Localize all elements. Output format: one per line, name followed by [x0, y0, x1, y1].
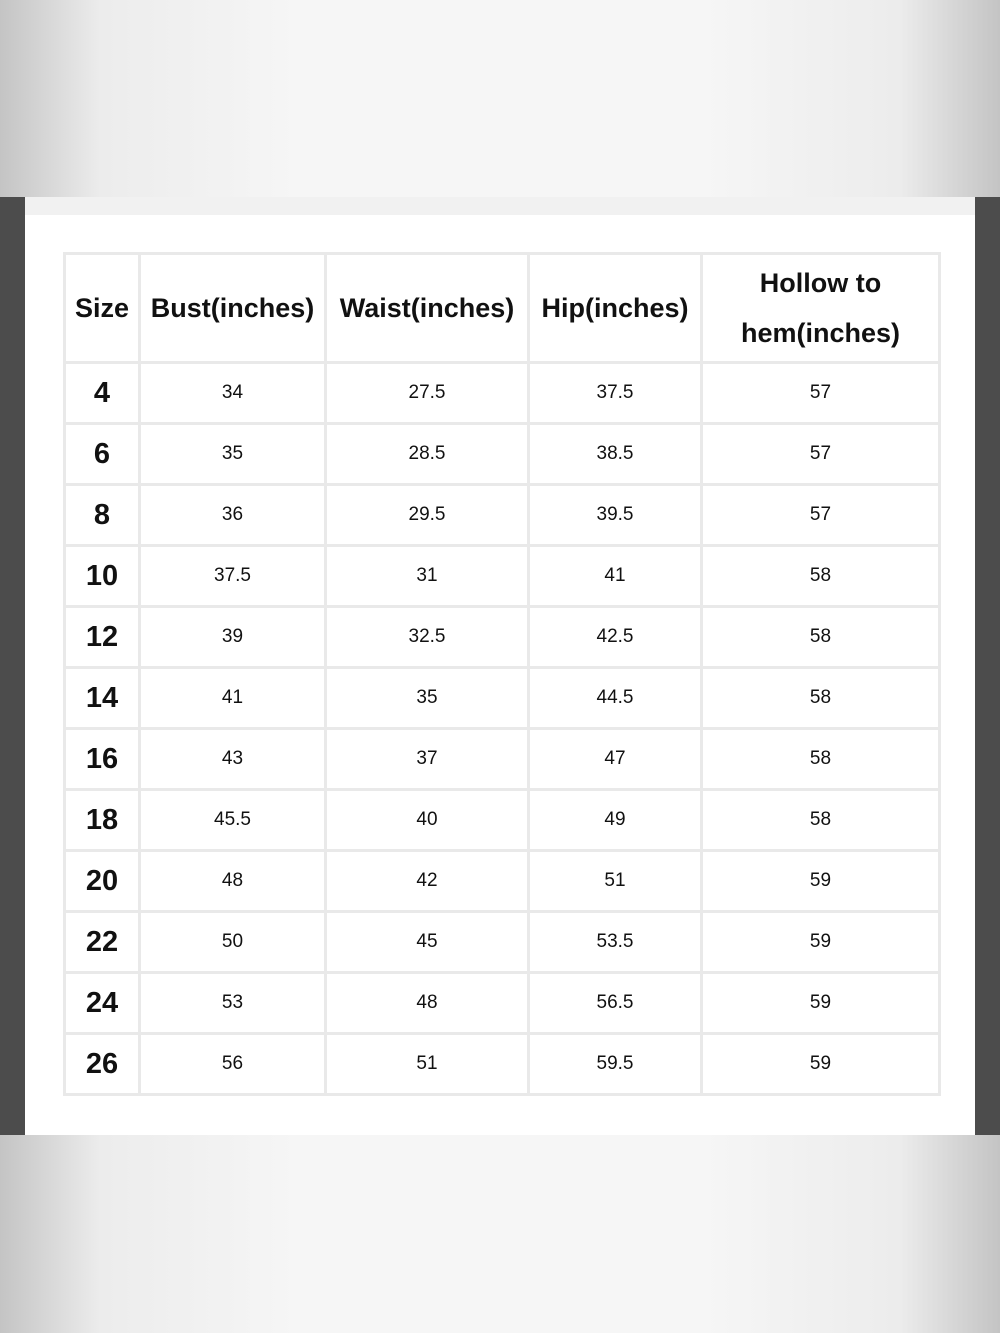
bust-cell: 56 [140, 1034, 326, 1095]
waist-cell: 40 [326, 790, 529, 851]
size-cell: 24 [65, 973, 140, 1034]
hip-cell: 39.5 [529, 485, 702, 546]
hollow-to-hem-cell: 58 [702, 790, 940, 851]
table-row [65, 607, 940, 668]
background-top [0, 0, 1000, 197]
bust-cell: 41 [140, 668, 326, 729]
table-row [65, 1034, 940, 1095]
size-cell: 12 [65, 607, 140, 668]
hollow-to-hem-cell: 57 [702, 424, 940, 485]
hollow-to-hem-cell: 59 [702, 912, 940, 973]
bust-cell: 36 [140, 485, 326, 546]
hollow-to-hem-cell: 59 [702, 973, 940, 1034]
size-cell: 8 [65, 485, 140, 546]
size-cell: 6 [65, 424, 140, 485]
hip-cell: 42.5 [529, 607, 702, 668]
hollow-to-hem-cell: 59 [702, 1034, 940, 1095]
table-row [65, 546, 940, 607]
hollow-to-hem-cell: 57 [702, 485, 940, 546]
hip-cell: 47 [529, 729, 702, 790]
table-row [65, 973, 940, 1034]
left-border [0, 197, 25, 1135]
waist-cell: 32.5 [326, 607, 529, 668]
hollow-to-hem-cell: 59 [702, 851, 940, 912]
header-waist: Waist(inches) [326, 254, 529, 363]
size-cell: 18 [65, 790, 140, 851]
hollow-to-hem-cell: 58 [702, 729, 940, 790]
size-cell: 20 [65, 851, 140, 912]
size-cell: 22 [65, 912, 140, 973]
background-bottom [0, 1135, 1000, 1333]
table-body [65, 363, 940, 1095]
hip-cell: 44.5 [529, 668, 702, 729]
table-row [65, 912, 940, 973]
waist-cell: 29.5 [326, 485, 529, 546]
header-hollow-to-hem: Hollow to hem(inches) [702, 254, 940, 363]
table-header-row [65, 254, 940, 363]
waist-cell: 37 [326, 729, 529, 790]
waist-cell: 51 [326, 1034, 529, 1095]
bust-cell: 39 [140, 607, 326, 668]
table-row [65, 363, 940, 424]
panel-top-strip [25, 197, 975, 215]
hollow-to-hem-cell: 58 [702, 546, 940, 607]
table-row [65, 668, 940, 729]
hollow-to-hem-cell: 58 [702, 668, 940, 729]
hip-cell: 49 [529, 790, 702, 851]
size-chart-panel [25, 197, 975, 1135]
bust-cell: 48 [140, 851, 326, 912]
bust-cell: 50 [140, 912, 326, 973]
header-hip: Hip(inches) [529, 254, 702, 363]
waist-cell: 28.5 [326, 424, 529, 485]
table-row [65, 790, 940, 851]
size-chart-table [63, 252, 941, 1096]
hip-cell: 53.5 [529, 912, 702, 973]
hip-cell: 59.5 [529, 1034, 702, 1095]
size-cell: 10 [65, 546, 140, 607]
waist-cell: 35 [326, 668, 529, 729]
right-border [975, 197, 1000, 1135]
header-size: Size [65, 254, 140, 363]
waist-cell: 42 [326, 851, 529, 912]
hip-cell: 38.5 [529, 424, 702, 485]
header-bust: Bust(inches) [140, 254, 326, 363]
hollow-to-hem-cell: 58 [702, 607, 940, 668]
bust-cell: 34 [140, 363, 326, 424]
hip-cell: 51 [529, 851, 702, 912]
table-row [65, 729, 940, 790]
hip-cell: 56.5 [529, 973, 702, 1034]
bust-cell: 35 [140, 424, 326, 485]
table-row [65, 485, 940, 546]
size-cell: 16 [65, 729, 140, 790]
bust-cell: 37.5 [140, 546, 326, 607]
hip-cell: 37.5 [529, 363, 702, 424]
hip-cell: 41 [529, 546, 702, 607]
size-cell: 14 [65, 668, 140, 729]
waist-cell: 48 [326, 973, 529, 1034]
size-cell: 4 [65, 363, 140, 424]
waist-cell: 31 [326, 546, 529, 607]
bust-cell: 45.5 [140, 790, 326, 851]
table-row [65, 424, 940, 485]
hollow-to-hem-cell: 57 [702, 363, 940, 424]
size-cell: 26 [65, 1034, 140, 1095]
waist-cell: 27.5 [326, 363, 529, 424]
table-row [65, 851, 940, 912]
waist-cell: 45 [326, 912, 529, 973]
bust-cell: 53 [140, 973, 326, 1034]
bust-cell: 43 [140, 729, 326, 790]
